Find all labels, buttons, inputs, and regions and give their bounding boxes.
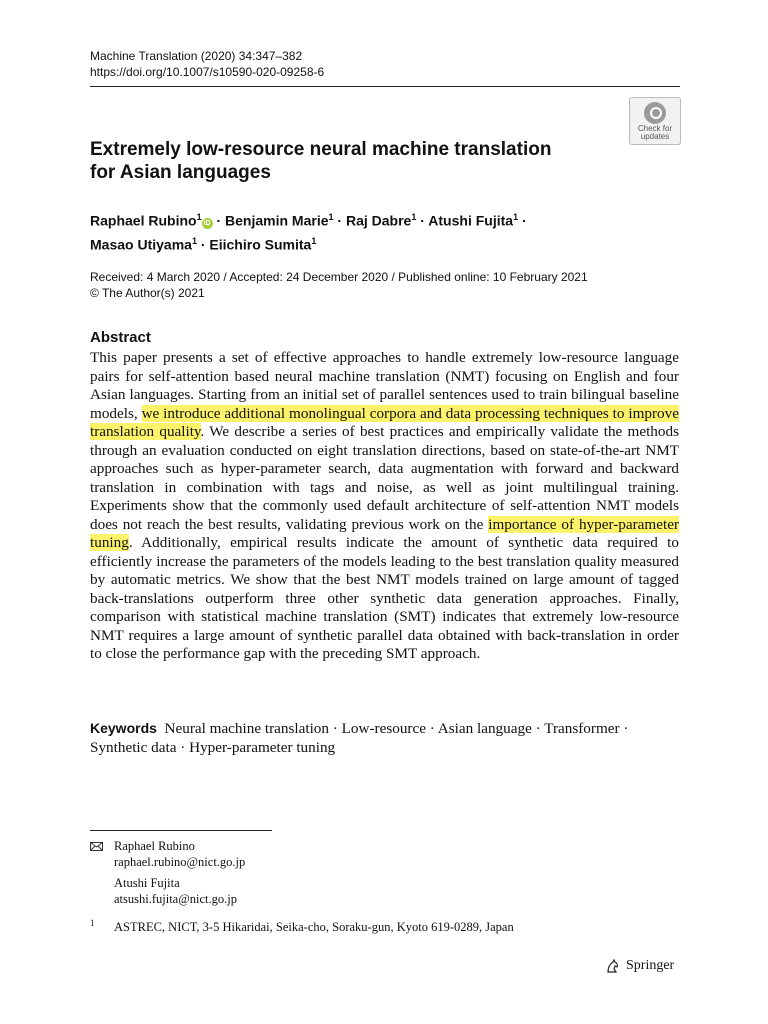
header-rule — [90, 86, 680, 87]
contact-name: Atushi Fujita — [114, 876, 180, 890]
springer-horse-icon — [605, 958, 621, 974]
affiliation-mark: 1 — [411, 212, 417, 222]
journal-citation: Machine Translation (2020) 34:347–382 — [90, 49, 303, 63]
affiliation-number: 1 — [90, 918, 95, 928]
author-name[interactable]: Atushi Fujita — [428, 212, 514, 229]
contact-block-1 — [114, 838, 245, 870]
orcid-icon[interactable]: iD — [203, 219, 211, 227]
paper-title — [90, 138, 610, 184]
author-name[interactable]: Raphael Rubino — [90, 212, 197, 229]
abstract-text: . Additionally, empirical results indicate the amount of synthetic data required to efficiently increase the parameters of the models leading to the best translation quality measured by automatic metrics. We show that the best NMT models trained on large amount of tagged back-translations outperform three other synthetic data generation approaches. Finally, comparison with statistical machine translation (SMT) indicates that extremely low-resource NMT requires a large amount of synthetic parallel data obtained with back-translation in order to close the performance gap with the preceding SMT approach. — [90, 534, 679, 662]
keywords-section — [90, 719, 679, 757]
affiliation-text: ASTREC, NICT, 3-5 Hikaridai, Seika-cho, Soraku-gun, Kyoto 619-0289, Japan — [114, 920, 514, 934]
highlighted-text: we introduce additional monolingual corpora and data processing techniques to improve translation quality — [90, 404, 679, 440]
doi-link[interactable]: https://doi.org/10.1007/s10590-020-09258-6 — [90, 65, 325, 79]
publisher-logo — [605, 958, 674, 974]
affiliation-mark: 1 — [328, 212, 334, 222]
abstract-text: This paper presents a set of effective approaches to handle extremely low-resource language pairs for self-attention based neural machine translation (NMT) focusing on English and four Asian languages. Starting from an initial set of parallel sentences used to train bilingual baseline models, — [90, 349, 679, 422]
copyright-line: © The Author(s) 2021 — [90, 286, 205, 300]
affiliation-mark: 1 — [513, 212, 519, 222]
contact-name: Raphael Rubino — [114, 839, 195, 853]
envelope-icon — [90, 842, 103, 851]
author-name[interactable]: Eiichiro Sumita — [209, 236, 312, 253]
journal-header — [90, 48, 324, 80]
contact-email[interactable]: raphael.rubino@nict.go.jp — [114, 855, 246, 869]
publisher-name: Springer — [626, 958, 675, 973]
affiliation-mark: 1 — [196, 212, 202, 222]
title-line-1: Extremely low-resource neural machine translation — [90, 139, 552, 160]
author-name[interactable]: Raj Dabre — [345, 212, 412, 229]
contact-email[interactable]: atsushi.fujita@nict.go.jp — [114, 892, 237, 906]
publication-dates — [90, 269, 588, 301]
abstract-heading: Abstract — [90, 329, 151, 346]
author-name[interactable]: Benjamin Marie — [225, 212, 329, 229]
keywords-label: Keywords — [90, 720, 157, 736]
badge-text-2: updates — [640, 132, 670, 141]
affiliation-mark: 1 — [191, 235, 197, 246]
badge-text-1: Check for — [637, 124, 673, 133]
check-for-updates-badge[interactable] — [629, 97, 681, 145]
abstract-text: . We describe a series of best practices and empirically validate the methods through an evaluation conducted on eight translation directions, based on state-of-the-art NMT approaches such as hyper-parameter search, data augmentation with forward and backward translation in combination with tags and noise, as well as joint multilingual training. Experiments show that the commonly used default architecture of self-attention NMT models does not reach the best results, validating previous work on the — [90, 423, 679, 533]
author-list — [90, 207, 650, 254]
title-line-2: for Asian languages — [90, 162, 271, 183]
crossmark-icon — [644, 102, 666, 124]
contact-block-2 — [114, 875, 237, 907]
author-line-1: Raphael Rubino$^1$iD · Benjamin Marie$^1$ · Raj Dabre$^1$ · Atushi Fujita$^1$ · — [90, 212, 527, 229]
history-dates: Received: 4 March 2020 / Accepted: 24 December 2020 / Published online: 10 February 2021 — [90, 270, 588, 284]
highlighted-text: importance of hyper-parameter tuning — [90, 515, 679, 551]
footnote-rule — [90, 830, 272, 831]
abstract-body — [90, 349, 679, 664]
affiliation-mark: 1 — [311, 235, 317, 246]
keywords-list: Neural machine translation · Low-resource · Asian language · Transformer · Synthetic data · Hyper-parameter tuning — [90, 720, 629, 756]
author-name[interactable]: Masao Utiyama — [90, 236, 192, 253]
author-line-2: Masao Utiyama$^1$ · Eiichiro Sumita$^1$ — [90, 235, 317, 253]
